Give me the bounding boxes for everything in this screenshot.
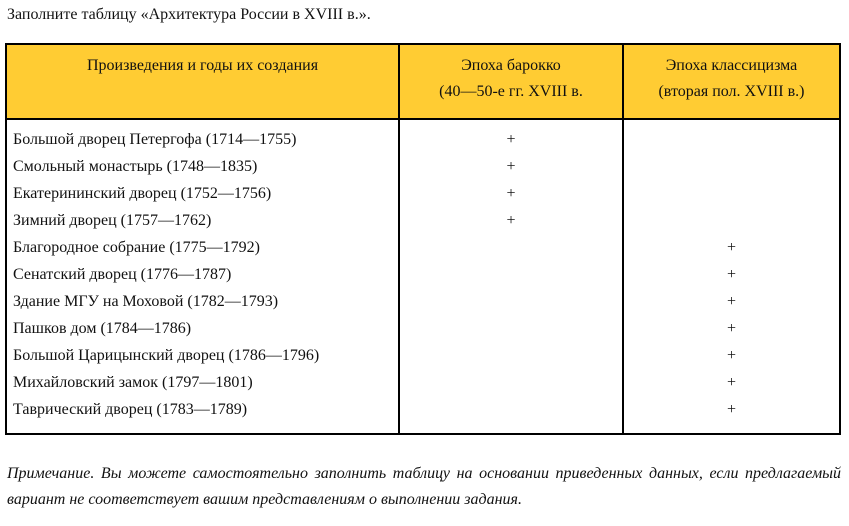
- baroque-mark: +: [506, 158, 516, 175]
- baroque-mark: [400, 342, 622, 369]
- header-works: [6, 44, 399, 119]
- header-baroque-title: Эпоха барокко: [461, 57, 561, 74]
- work-name: Большой дворец Петергофа (1714—1755): [13, 131, 297, 148]
- work-name: Большой Царицынский дворец (1786—1796): [13, 347, 320, 364]
- header-baroque: [399, 44, 623, 119]
- work-name: Смольный монастырь (1748—1835): [13, 158, 258, 175]
- header-works-label: Произведения и годы их создания: [86, 57, 319, 74]
- header-classicism-period: (вторая пол. XVIII в.): [658, 83, 805, 100]
- work-name: Благородное собрание (1775—1792): [13, 239, 260, 256]
- baroque-mark: [400, 396, 622, 423]
- baroque-mark: [400, 288, 622, 315]
- work-name: Таврический дворец (1783—1789): [13, 401, 248, 418]
- work-name: Зимний дворец (1757—1762): [13, 212, 212, 229]
- baroque-mark: +: [506, 185, 516, 202]
- work-name: Михайловский замок (1797—1801): [13, 374, 253, 391]
- classicism-mark: +: [726, 293, 737, 310]
- baroque-mark: [400, 369, 622, 396]
- classicism-mark: +: [726, 347, 737, 364]
- classicism-mark: [624, 153, 839, 180]
- works-list-cell: [6, 119, 399, 434]
- baroque-mark: +: [506, 212, 516, 229]
- classicism-mark: [624, 126, 839, 153]
- classicism-mark: [624, 207, 839, 234]
- work-name: Сенатский дворец (1776—1787): [13, 266, 232, 283]
- architecture-table: [5, 43, 841, 435]
- baroque-marks-cell: [399, 119, 623, 434]
- baroque-mark: [400, 234, 622, 261]
- classicism-mark: +: [726, 266, 737, 283]
- classicism-mark: [624, 180, 839, 207]
- classicism-mark: +: [726, 320, 737, 337]
- note-text: Примечание. Вы можете самостоятельно заполнить таблицу на основании приведенных данных, если предлагаемый вариант не соответствует вашим представлениям о выполнении задания.: [7, 465, 841, 508]
- baroque-mark: [400, 261, 622, 288]
- classicism-marks-cell: [623, 119, 840, 434]
- header-classicism-title: Эпоха классицизма: [665, 57, 798, 74]
- header-classicism: [623, 44, 840, 119]
- classicism-mark: +: [726, 401, 737, 418]
- baroque-mark: +: [506, 131, 516, 148]
- work-name: Здание МГУ на Моховой (1782—1793): [13, 293, 279, 310]
- header-baroque-period: (40—50-е гг. XVIII в.: [439, 83, 583, 100]
- task-instruction: Заполните таблицу «Архитектура России в XVIII в.».: [7, 6, 371, 23]
- work-name: Екатерининский дворец (1752—1756): [13, 185, 272, 202]
- classicism-mark: +: [726, 374, 737, 391]
- baroque-mark: [400, 315, 622, 342]
- table-header-row: [6, 44, 840, 119]
- classicism-mark: +: [726, 239, 737, 256]
- table-body-row: [6, 119, 840, 434]
- work-name: Пашков дом (1784—1786): [13, 320, 192, 337]
